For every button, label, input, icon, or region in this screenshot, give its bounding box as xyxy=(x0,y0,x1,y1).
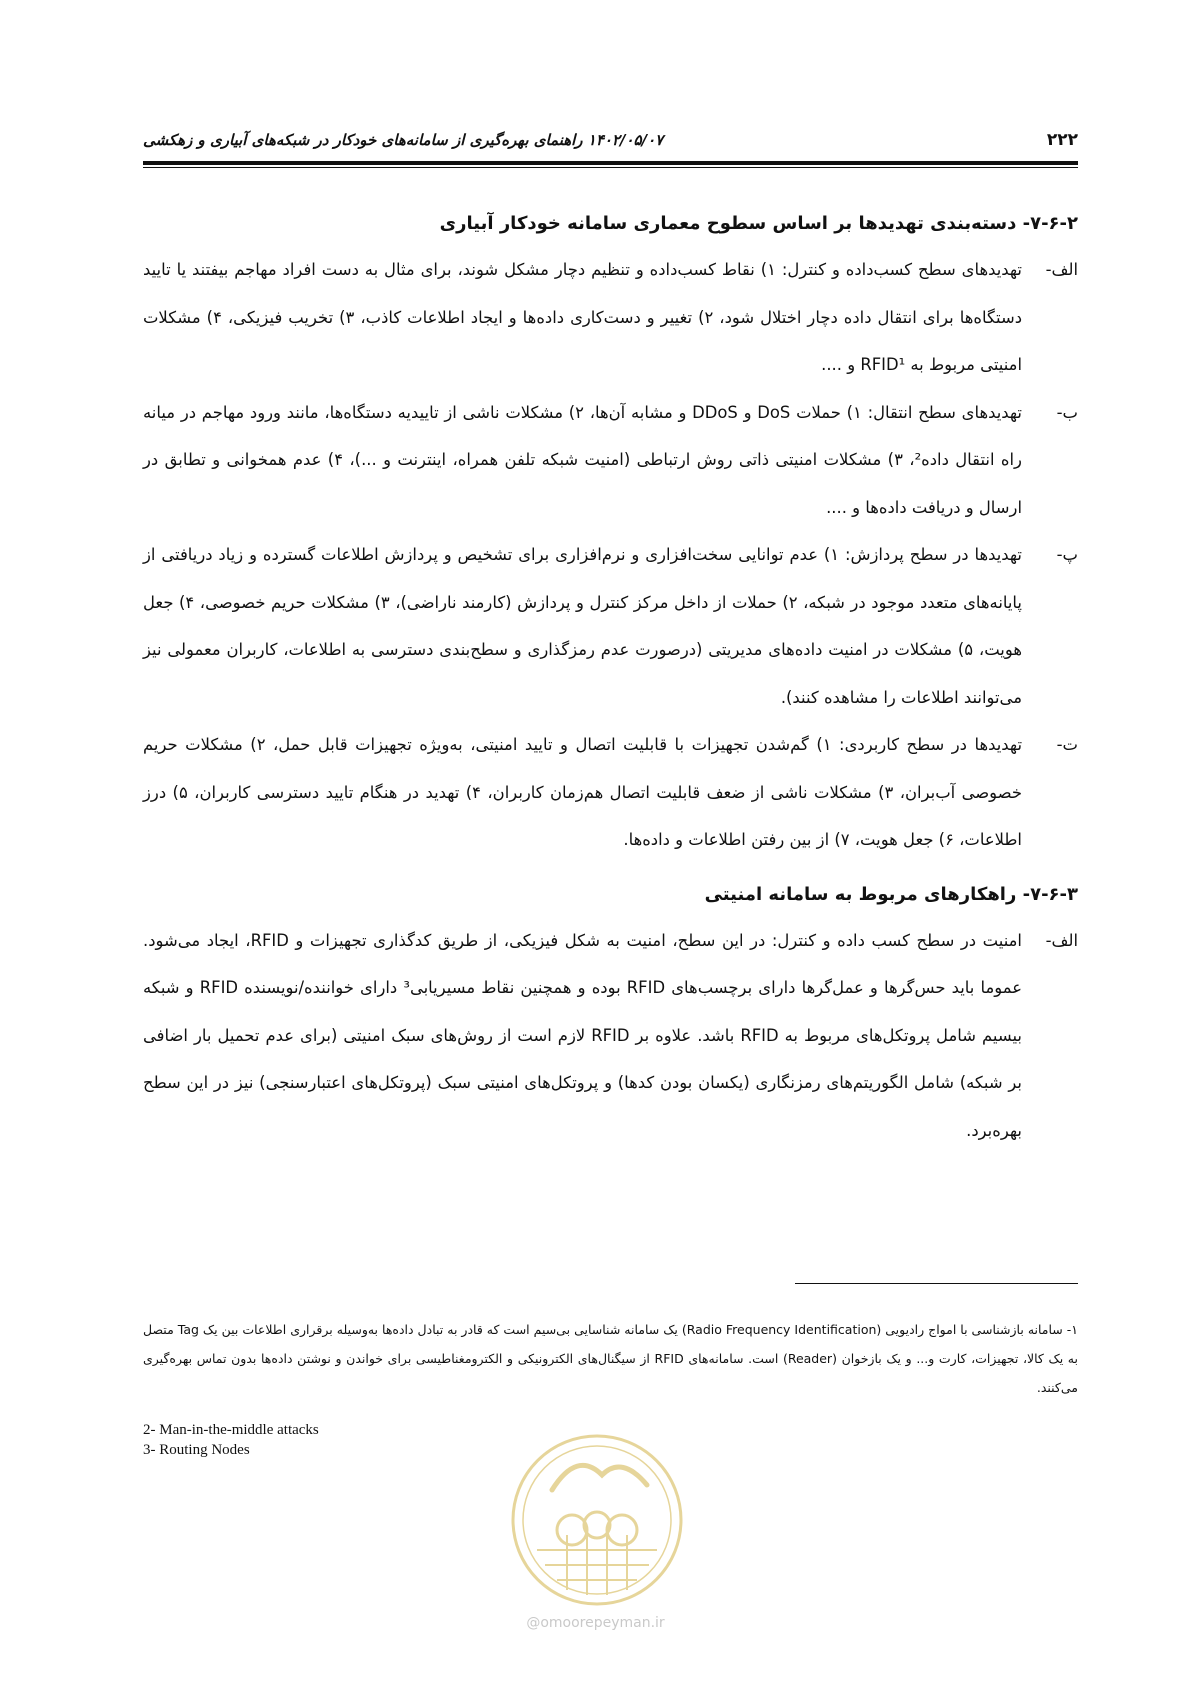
list-marker: الف- xyxy=(1045,260,1078,279)
page-header xyxy=(143,122,1078,162)
list-marker: ت- xyxy=(1056,735,1078,754)
footnote-3: 3- Routing Nodes xyxy=(143,1442,250,1458)
page-number: ۲۲۲ xyxy=(1046,130,1078,150)
list-marker: الف- xyxy=(1045,930,1078,950)
watermark-url: @omoorepeyman.ir xyxy=(526,1615,665,1631)
main-content xyxy=(143,213,1078,1154)
list-item xyxy=(143,389,1078,532)
list-item xyxy=(143,531,1078,721)
list-item xyxy=(143,917,1078,1155)
list-item-text: تهدیدهای سطح کسب‌داده و کنترل: ۱) نقاط کسب‌داده و تنظیم دچار مشکل شوند، برای مثال به دست افراد مهاجم بیفتند یا تایید دستگاه‌ها برای انتقال داده دچار اختلال شود، ۲) تغییر و دست‌کاری داده‌ها و ایجاد اطلاعات کاذب، ۳) تخریب فیزیکی، ۴) مشکلات امنیتی مربوط به RFID¹ و .... xyxy=(143,260,1022,374)
list-item-text: تهدیدهای سطح انتقال: ۱) حملات DoS و DDoS و مشابه آن‌ها، ۲) مشکلات ناشی از تاییدیه دستگاه‌ها، مانند ورود مهاجم در میانه راه انتقال داده²، ۳) مشکلات امنیتی ذاتی روش ارتباطی (امنیت شبکه تلفن همراه، اینترنت و ...)، ۴) عدم همخوانی و تطابق در ارسال و دریافت داده‌ها و .... xyxy=(143,402,1022,517)
footnote-separator xyxy=(795,1283,1078,1284)
list-item-text: امنیت در سطح کسب داده و کنترل: در این سطح، امنیت به شکل فیزیکی، از طریق کدگذاری تجهیزات و RFID، ایجاد می‌شود. عموما باید حس‌گرها و عمل‌گرها دارای برچسب‌های RFID بوده و همچنین نقاط مسیریابی³ دارای خواننده/نویسنده RFID و شبکه بیسیم شامل پروتکل‌های مربوط به RFID باشد. علاوه بر RFID لازم است از روش‌های سبک امنیتی (برای عدم تحمیل بار اضافی بر شبکه) شامل الگوریتم‌های رمزنگاری (یکسان بودن کدها) و پروتکل‌های امنیتی سبک (پروتکل‌های اعتبارسنجی) نیز در این سطح بهره‌برد. xyxy=(143,930,1023,1140)
list-item xyxy=(143,721,1078,864)
header-rule-thick xyxy=(143,161,1078,165)
running-title: ۱۴۰۲/۰۵/۰۷ راهنمای بهره‌گیری از سامانه‌های خودکار در شبکه‌های آبیاری و زهکشی xyxy=(143,131,664,149)
watermark-seal-icon xyxy=(507,1430,687,1610)
list-item-text: تهدیدها در سطح پردازش: ۱) عدم توانایی سخت‌افزاری و نرم‌افزاری برای تشخیص و پردازش اطلاعات گسترده و زیاد دریافتی از پایانه‌های متعدد موجود در شبکه، ۲) حملات از داخل مرکز کنترل و پردازش (کارمند ناراضی)، ۳) مشکلات حریم خصوصی، ۴) جعل هویت، ۵) مشکلات در امنیت داده‌های مدیریتی (درصورت عدم رمزگذاری و سطح‌بندی دسترسی به اطلاعات، کاربران معمولی نیز می‌توانند اطلاعات را مشاهده کنند). xyxy=(143,545,1022,707)
list-item-text: تهدیدها در سطح کاربردی: ۱) گم‌شدن تجهیزات با قابلیت اتصال و تایید امنیتی، به‌ویژه تجهیزات قابل حمل، ۲) مشکلات حریم خصوصی آب‌بران، ۳) مشکلات ناشی از ضعف قابلیت اتصال هم‌زمان کاربران، ۴) تهدید در هنگام تایید دسترسی کاربران، ۵) درز اطلاعات، ۶) جعل هویت، ۷) از بین رفتن اطلاعات و داده‌ها. xyxy=(143,735,1023,849)
list-marker: پ- xyxy=(1056,545,1078,564)
footnotes-english xyxy=(143,1420,319,1460)
section-heading: ۷-۶-۳- راهکارهای مربوط به سامانه امنیتی xyxy=(704,883,1078,905)
section-heading: ۷-۶-۲- دسته‌بندی تهدیدها بر اساس سطوح معماری سامانه خودکار آبیاری xyxy=(439,213,1078,234)
header-rule-thin xyxy=(143,167,1078,168)
footnote-2: 2- Man-in-the-middle attacks xyxy=(143,1422,319,1438)
list-marker: ب- xyxy=(1056,402,1078,422)
list-item xyxy=(143,246,1078,389)
footnote-1: ۱- سامانه بازشناسی با امواج رادیویی (Radio Frequency Identification) یک سامانه شناسایی بی‌سیم است که قادر به تبادل داده‌ها به‌وسیله برقراری اطلاعات بین یک Tag متصل به یک کالا، تجهیزات، کارت و... و یک بازخوان (Reader) است. سامانه‌های RFID از سیگنال‌های الکترونیکی و الکترومغناطیسی برای خواندن و نوشتن داده‌ها بدون تماس بهره‌گیری می‌کنند. xyxy=(143,1322,1078,1395)
